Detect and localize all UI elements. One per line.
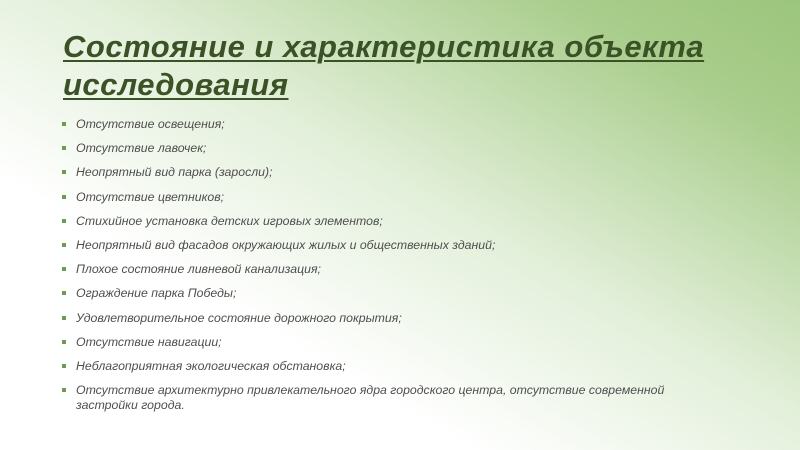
list-item-text: Отсутствие освещения; — [76, 117, 225, 131]
list-item-text: Отсутствие цветников; — [76, 189, 225, 204]
list-item-text: Плохое состояние ливневой канализация; — [76, 262, 321, 277]
list-item — [62, 286, 712, 301]
list-item-text: Удовлетворительное состояние дорожного покрытия; — [76, 310, 402, 325]
list-item — [62, 190, 712, 205]
list-item — [62, 262, 712, 277]
bullet-list — [62, 117, 712, 422]
list-item — [62, 117, 712, 132]
list-item-text: Неблагоприятная экологическая обстановка; — [76, 358, 346, 373]
list-item-text: Ограждение парка Победы; — [76, 286, 237, 301]
square-bullet-icon — [62, 267, 66, 271]
list-item — [62, 141, 712, 156]
square-bullet-icon — [62, 291, 66, 295]
square-bullet-icon — [62, 388, 66, 392]
list-item — [62, 311, 712, 326]
list-item-text: Отсутствие архитектурно привлекательного ядра городского центра, отсутствие современной застройки города. — [76, 383, 665, 413]
list-item-text: Стихийное установка детских игровых элементов; — [76, 213, 383, 228]
square-bullet-icon — [62, 219, 66, 223]
list-item-text: Отсутствие лавочек; — [76, 141, 207, 156]
square-bullet-icon — [62, 364, 66, 368]
list-item — [62, 383, 712, 413]
list-item — [62, 238, 712, 253]
list-item-text: Неопрятный вид парка (заросли); — [76, 165, 273, 180]
slide-title: Состояние и характеристика объекта исследования — [63, 29, 705, 102]
square-bullet-icon — [62, 243, 66, 247]
square-bullet-icon — [62, 170, 66, 174]
list-item — [62, 335, 712, 350]
list-item-text: Неопрятный вид фасадов окружающих жилых и общественных зданий; — [76, 237, 496, 252]
square-bullet-icon — [62, 195, 66, 199]
list-item — [62, 359, 712, 374]
square-bullet-icon — [62, 316, 66, 320]
list-item — [62, 165, 712, 180]
square-bullet-icon — [62, 146, 66, 150]
square-bullet-icon — [62, 122, 66, 126]
square-bullet-icon — [62, 340, 66, 344]
list-item — [62, 214, 712, 229]
list-item-text: Отсутствие навигации; — [76, 334, 222, 349]
